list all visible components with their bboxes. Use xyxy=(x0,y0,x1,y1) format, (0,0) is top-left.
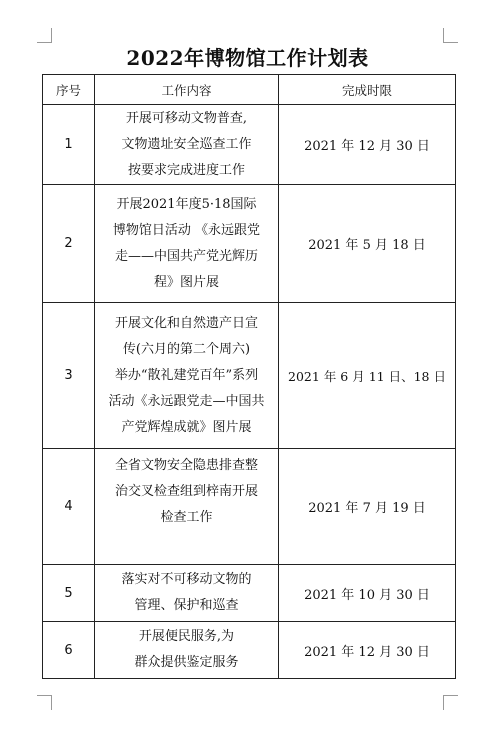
table-header-row xyxy=(43,75,456,105)
content-line: 全省文物安全隐患排查整 xyxy=(114,458,258,473)
row-number: 6 xyxy=(43,622,95,679)
content-line: 开展2021年度5·18国际 xyxy=(116,196,257,212)
document-title: 2022年博物馆工作计划表 xyxy=(126,46,369,70)
row-deadline: 2021 年 5 月 18 日 xyxy=(279,185,456,303)
content-line: 传(六月的第二个周六) xyxy=(122,341,251,357)
row-number: 1 xyxy=(43,105,95,185)
table-row xyxy=(43,185,456,303)
content-line: 走——中国共产党光辉历 xyxy=(114,248,258,264)
row-content xyxy=(95,622,279,679)
header-deadline: 完成时限 xyxy=(279,75,456,105)
row-deadline: 2021 年 6 月 11 日、18 日 xyxy=(279,303,456,449)
row-content xyxy=(95,105,279,185)
row-content xyxy=(95,303,279,449)
row-deadline: 2021 年 12 月 30 日 xyxy=(279,622,456,679)
content-line: 产党辉煌成就》图片展 xyxy=(121,419,252,435)
content-line: 活动《永远跟党走—中国共 xyxy=(108,393,265,409)
content-line: 落实对不可移动文物的 xyxy=(121,572,252,587)
table-row xyxy=(43,622,456,679)
work-plan-table xyxy=(42,74,456,679)
row-number: 5 xyxy=(43,565,95,622)
content-line: 群众提供鉴定服务 xyxy=(134,655,239,670)
page-corner-mark-top-left xyxy=(37,28,52,43)
content-line: 博物馆日活动 《永远跟党 xyxy=(112,222,261,238)
table-row xyxy=(43,303,456,449)
row-deadline: 2021 年 10 月 30 日 xyxy=(279,565,456,622)
row-number: 4 xyxy=(43,449,95,565)
row-deadline: 2021 年 7 月 19 日 xyxy=(279,449,456,565)
table-row xyxy=(43,449,456,565)
content-line: 举办“散礼建党百年”系列 xyxy=(114,367,259,383)
content-line: 开展文化和自然遗产日宣 xyxy=(114,315,258,331)
table-row xyxy=(43,105,456,185)
content-line: 开展可移动文物普查, xyxy=(125,110,248,126)
page-corner-mark-bottom-left xyxy=(37,695,52,710)
row-content xyxy=(95,185,279,303)
header-serial-number: 序号 xyxy=(43,75,95,105)
header-work-content: 工作内容 xyxy=(95,75,279,105)
content-line: 文物遗址安全巡查工作 xyxy=(121,136,252,152)
content-line: 按要求完成进度工作 xyxy=(127,162,245,178)
content-line: 程》图片展 xyxy=(153,274,219,290)
content-line: 开展便民服务,为 xyxy=(138,629,235,644)
row-deadline: 2021 年 12 月 30 日 xyxy=(279,105,456,185)
content-line: 管理、保护和巡查 xyxy=(134,598,239,613)
page-corner-mark-top-right xyxy=(443,28,458,43)
content-line: 治交叉检查组到梓南开展 xyxy=(114,484,258,499)
row-number: 2 xyxy=(43,185,95,303)
page-corner-mark-bottom-right xyxy=(443,695,458,710)
content-line: 检查工作 xyxy=(160,510,213,525)
row-content xyxy=(95,449,279,565)
row-content xyxy=(95,565,279,622)
table-row xyxy=(43,565,456,622)
row-number: 3 xyxy=(43,303,95,449)
